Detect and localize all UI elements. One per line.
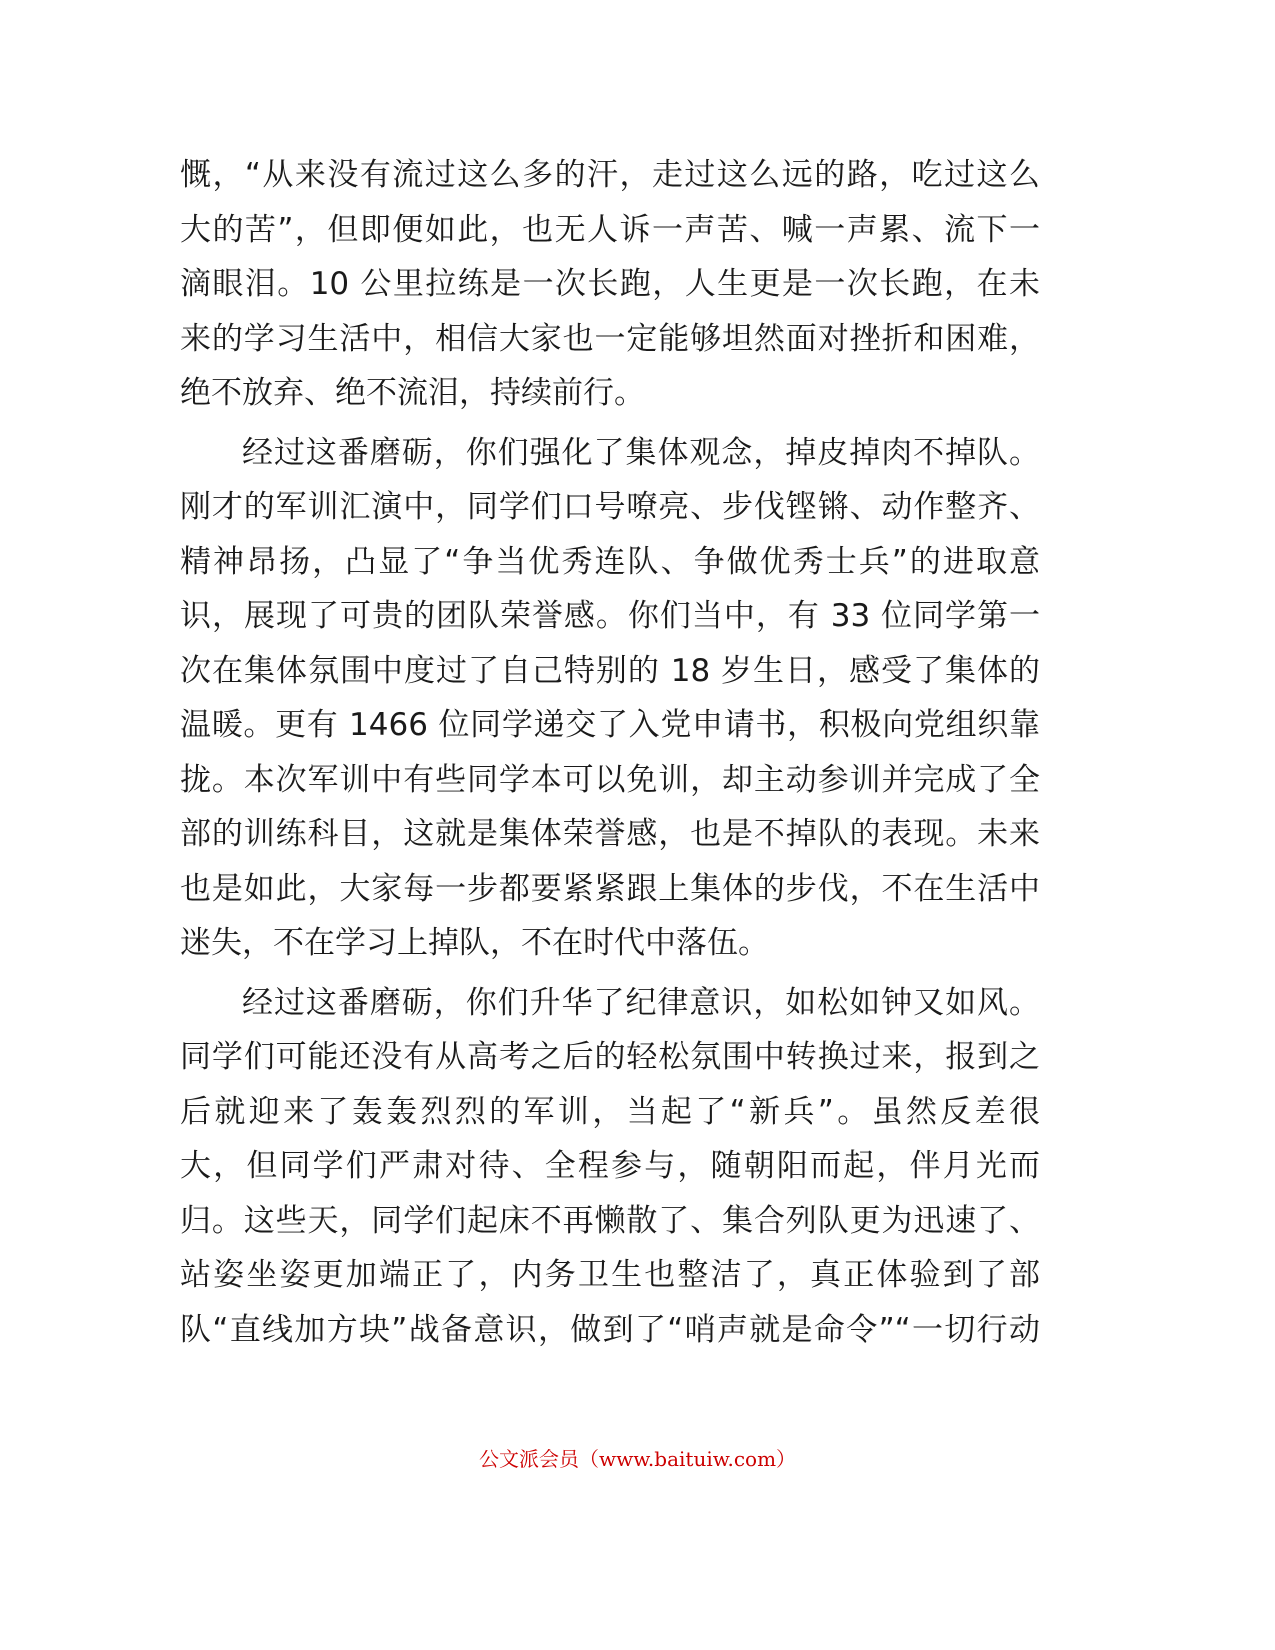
text-line: 拢。本次军训中有些同学本可以免训，却主动参训并完成了全 [180, 761, 1040, 798]
text-line: 绝不放弃、绝不流泪，持续前行。 [180, 375, 645, 411]
text-line: 大，但同学们严肃对待、全程参与，随朝阳而起，伴月光而 [180, 1148, 1040, 1184]
text-line: 滴眼泪。10 公里拉练是一次长跑，人生更是一次长跑，在未 [180, 266, 1040, 302]
text-line: 慨，“从来没有流过这么多的汗，走过这么远的路，吃过这么 [180, 157, 1040, 193]
text-line: 迷失，不在学习上掉队，不在时代中落伍。 [180, 925, 769, 961]
text-line: 温暖。更有 1466 位同学递交了入党申请书，积极向党组织靠 [180, 707, 1040, 743]
paragraph-2 [180, 426, 1040, 971]
text-line: 来的学习生活中，相信大家也一定能够坦然面对挫折和困难， [180, 320, 1040, 357]
text-line: 次在集体氛围中度过了自己特别的 18 岁生日，感受了集体的 [180, 652, 1040, 689]
text-line: 大的苦”，但即便如此，也无人诉一声苦、喊一声累、流下一 [180, 211, 1040, 248]
text-line: 同学们可能还没有从高考之后的轻松氛围中转换过来，报到之 [180, 1039, 1040, 1075]
text-line: 站姿坐姿更加端正了，内务卫生也整洁了，真正体验到了部 [180, 1257, 1040, 1293]
footer-watermark: 公文派会员（www.baituiw.com） [478, 1447, 797, 1471]
text-line: 识，展现了可贵的团队荣誉感。你们当中，有 33 位同学第一 [180, 598, 1040, 634]
text-line: 队“直线加方块”战备意识，做到了“哨声就是命令”“一切行动 [180, 1311, 1040, 1348]
text-line: 精神昂扬，凸显了“争当优秀连队、争做优秀士兵”的进取意 [180, 543, 1040, 580]
text-line: 刚才的军训汇演中，同学们口号嘹亮、步伐铿锵、动作整齐、 [180, 489, 1040, 525]
text-line: 部的训练科目，这就是集体荣誉感，也是不掉队的表现。未来 [180, 816, 1040, 852]
document-body [180, 148, 1040, 1357]
paragraph-3 [180, 976, 1040, 1358]
text-line: 也是如此，大家每一步都要紧紧跟上集体的步伐，不在生活中 [180, 870, 1040, 907]
text-line: 后就迎来了轰轰烈烈的军训，当起了“新兵”。虽然反差很 [180, 1093, 1040, 1130]
text-line: 经过这番磨砺，你们强化了集体观念，掉皮掉肉不掉队。 [242, 434, 1040, 471]
text-line: 归。这些天，同学们起床不再懒散了、集合列队更为迅速了、 [180, 1202, 1040, 1239]
paragraph-1 [180, 148, 1040, 421]
text-line: 经过这番磨砺，你们升华了纪律意识，如松如钟又如风。 [242, 984, 1040, 1021]
